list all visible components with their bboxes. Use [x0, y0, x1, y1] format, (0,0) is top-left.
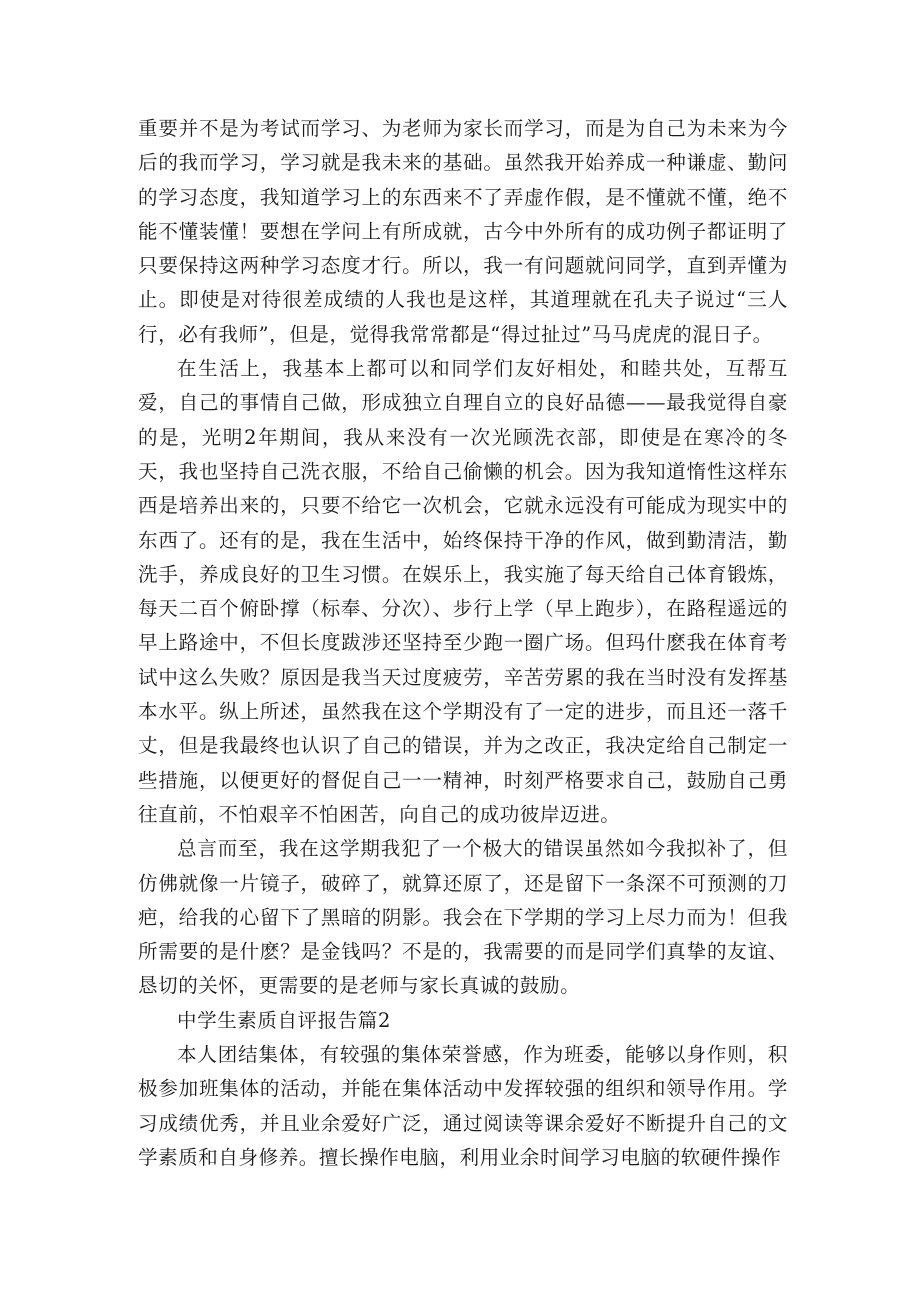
document-page	[138, 112, 788, 1175]
paragraph-daily-life: 在生活上，我基本上都可以和同学们友好相处，和睦共处，互帮互爱，自己的事情自己做，形成独立自理自立的良好品德——最我觉得自豪的是，光明2年期间，我从来没有一次光顾洗衣部，即使是在寒冷的冬天，我也坚持自己洗衣服，不给自己偷懒的机会。因为我知道惰性这样东西是培养出来的，只要不给它一次机会，它就永远没有可能成为现实中的东西了。还有的是，我在生活中，始终保持干净的作风，做到勤清洁，勤洗手，养成良好的卫生习惯。在娱乐上，我实施了每天给自己体育锻炼，每天二百个俯卧撑（标奉、分次）、步行上学（早上跑步），在路程遥远的早上路途中，不但长度跋涉还坚持至少跑一圈广场。但玛什麽我在体育考试中这么失败？原因是我当天过度疲劳，辛苦劳累的我在当时没有发挥基本水平。纵上所述，虽然我在这个学期没有了一定的进步，而且还一落千丈，但是我最终也认识了自己的错误，并为之改正，我决定给自己制定一些措施，以便更好的督促自己一一精神，时刻严格要求自己，鼓励自己勇往直前，不怕艰辛不怕困苦，向自己的成功彼岸迈进。	[138, 357, 788, 826]
paragraph-self-evaluation: 本人团结集体，有较强的集体荣誉感，作为班委，能够以身作则，积极参加班集体的活动，并能在集体活动中发挥较强的组织和领导作用。学习成绩优秀，并且业余爱好广泛，通过阅读等课余爱好不断提升自己的文学素质和自身修养。擅长操作电脑，利用业余时间学习电脑的软硬件操作	[138, 1043, 788, 1169]
section-heading: 中学生素质自评报告篇2	[177, 1008, 392, 1032]
paragraph-conclusion: 总言而至，我在这学期我犯了一个极大的错误虽然如今我拟补了，但仿佛就像一片镜子，破碎了，就算还原了，还是留下一条深不可预测的刀疤，给我的心留下了黑暗的阴影。我会在下学期的学习上尽力而为！但我所需要的是什麽？是金钱吗？不是的，我需要的而是同学们真挚的友谊、恳切的关怀，更需要的是老师与家长真诚的鼓励。	[138, 837, 788, 998]
paragraph-study-attitude: 重要并不是为考试而学习、为老师为家长而学习，而是为自己为未来为今后的我而学习，学习就是我未来的基础。虽然我开始养成一种谦虚、勤问的学习态度，我知道学习上的东西来不了弄虚作假，是不懂就不懂，绝不能不懂装懂！要想在学问上有所成就，古今中外所有的成功例子都证明了只要保持这两种学习态度才行。所以，我一有问题就问同学，直到弄懂为止。即使是对待很差成绩的人我也是这样，其道理就在孔夫子说过“三人行，必有我师”，但是，觉得我常常都是“得过扯过”马马虎虎的混日子。	[138, 117, 788, 346]
